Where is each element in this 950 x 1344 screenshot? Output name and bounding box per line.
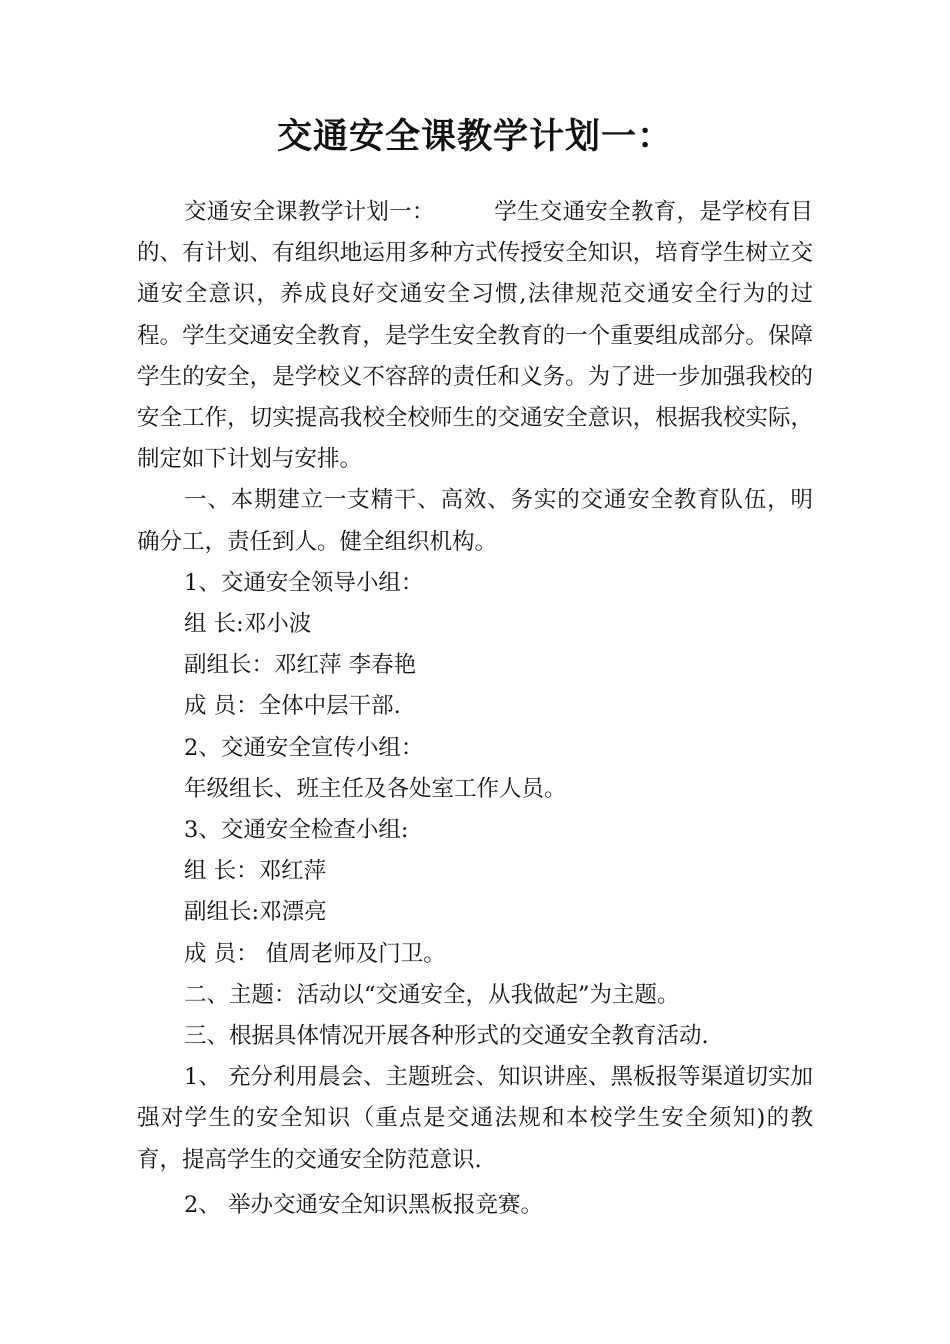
inspection-group-deputy: 副组长:邓漂亮 [184,899,327,926]
activity-one-paragraph: 1、 充分利用晨会、主题班会、知识讲座、黑板报等渠道切实加强对学生的安全知识（重点是交通法规和本校学生安全须知)的教育，提高学生的交通安全防范意识. [137,1064,813,1173]
activities-heading: 三、根据具体情况开展各种形式的交通安全教育活动. [184,1023,709,1050]
document-body [137,192,813,1226]
inspection-group-members: 成 员： 值周老师及门卫。 [184,940,446,967]
leadership-group-heading: 1、交通安全领导小组： [184,569,424,596]
leadership-group-deputy: 副组长：邓红萍 李春艳 [184,652,417,679]
inspection-group-leader: 组 长：邓红萍 [184,858,327,885]
section-one-paragraph: 一、本期建立一支精干、高效、务实的交通安全教育队伍，明确分工，责任到人。健全组织机构。 [137,487,813,555]
theme-line: 二、主题：活动以“交通安全，从我做起”为主题。 [184,981,680,1008]
publicity-group-members: 年级组长、班主任及各处室工作人员。 [184,775,567,802]
leadership-group-leader: 组 长:邓小波 [184,611,312,638]
intro-paragraph: 交通安全课教学计划一： 学生交通安全教育，是学校有目的、有计划、有组织地运用多种方式传授安全知识，培育学生树立交通安全意识，养成良好交通安全习惯,法律规范交通安全行为的过程。学生交通安全教育，是学生安全教育的一个重要组成部分。保障学生的安全，是学校义不容辞的责任和义务。为了进一步加强我校的安全工作，切实提高我校全校师生的交通安全意识，根据我校实际，制定如下计划与安排。 [137,199,813,473]
document-title: 交通安全课教学计划一： [276,117,673,157]
activity-two-line: 2、 举办交通安全知识黑板报竞赛。 [184,1191,543,1218]
leadership-group-members: 成 员：全体中层干部. [184,693,401,720]
publicity-group-heading: 2、交通安全宣传小组： [184,734,424,761]
inspection-group-heading: 3、交通安全检查小组: [184,817,409,844]
